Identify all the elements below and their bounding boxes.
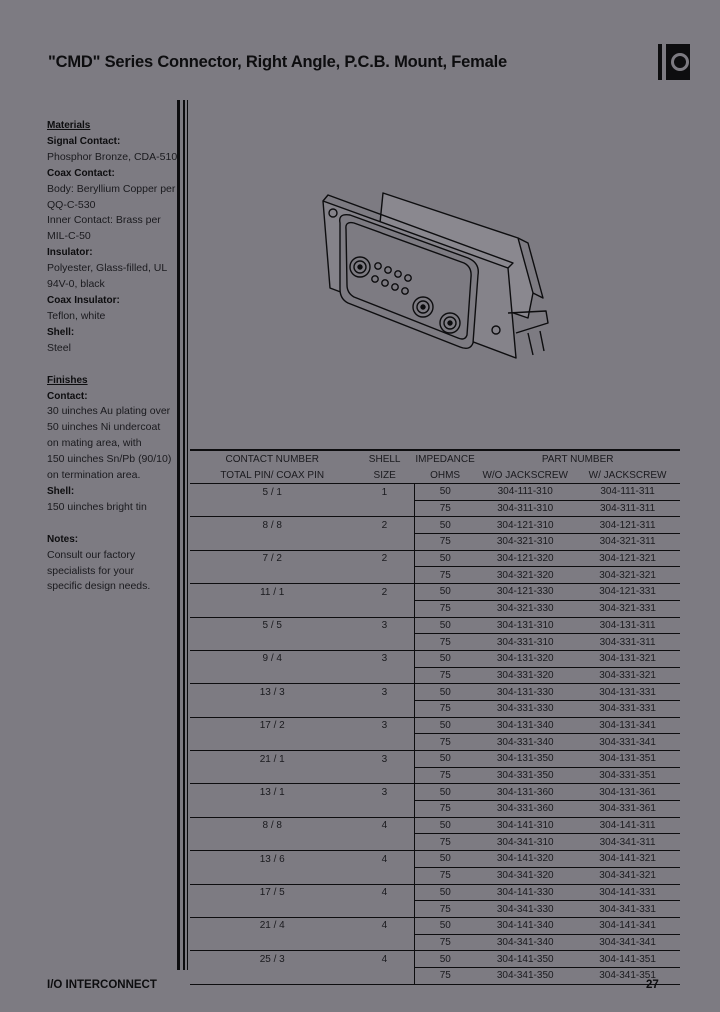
shell-size-cell: 4 (381, 820, 388, 832)
part-number-wo-cell: 304-121-310 (496, 519, 554, 531)
part-number-w-cell: 304-331-331 (575, 700, 680, 717)
shell-size-cell (354, 834, 414, 851)
part-number-wo-cell: 304-321-320 (475, 567, 575, 584)
part-number-w-cell: 304-141-341 (599, 920, 656, 932)
insulator-label: Insulator: (47, 247, 93, 259)
part-number-w-cell: 304-111-311 (600, 486, 655, 498)
contact-number-cell: 7 / 2 (262, 553, 282, 565)
shell-size-cell (354, 801, 414, 818)
coax-contact-label: Coax Contact: (47, 167, 115, 179)
impedance-cell: 75 (415, 734, 475, 751)
shell-size-cell (354, 534, 414, 551)
impedance-cell: 50 (415, 650, 475, 667)
footer-section: I/O INTERCONNECT (47, 979, 157, 991)
impedance-cell: 75 (415, 500, 475, 517)
page-title: "CMD" Series Connector, Right Angle, P.C.B. Mount, Female (48, 53, 507, 71)
contact-number-cell (190, 700, 354, 717)
coax-contact-text: MIL-C-50 (47, 230, 91, 243)
impedance-cell: 50 (415, 584, 475, 601)
part-number-wo-cell: 304-141-310 (496, 820, 554, 832)
table-row (190, 584, 680, 601)
shell-size-cell (354, 567, 414, 584)
w-jackscrew-header: W/ JACKSCREW (575, 467, 680, 484)
impedance-header: IMPEDANCE (415, 450, 475, 467)
part-number-w-cell: 304-331-351 (575, 767, 680, 784)
impedance-cell: 50 (415, 817, 475, 834)
impedance-cell: 75 (415, 634, 475, 651)
part-number-wo-cell: 304-131-320 (496, 653, 554, 665)
shell-size-cell: 2 (381, 553, 388, 565)
notes-text: specific design needs. (47, 580, 151, 593)
contact-number-cell: 21 / 1 (259, 753, 285, 765)
shell-size-cell: 4 (381, 887, 388, 899)
contact-number-cell: 11 / 1 (260, 586, 285, 598)
total-pin-header: TOTAL PIN/ COAX PIN (190, 467, 354, 484)
company-logo-icon (656, 42, 696, 82)
part-number-wo-cell: 304-141-330 (496, 886, 554, 898)
part-number-w-cell: 304-141-331 (599, 886, 656, 898)
contact-number-cell (190, 567, 354, 584)
table-row (190, 567, 680, 584)
shell-size-cell: 4 (381, 920, 388, 932)
contact-number-cell (190, 901, 354, 918)
contact-number-cell: 17 / 2 (259, 720, 285, 732)
part-number-w-cell: 304-321-321 (575, 567, 680, 584)
table-row (190, 934, 680, 951)
table-row (190, 517, 680, 534)
table-row (190, 600, 680, 617)
shell-size-cell (354, 634, 414, 651)
part-number-header: PART NUMBER (475, 450, 680, 467)
impedance-cell: 75 (415, 834, 475, 851)
part-number-w-cell: 304-131-351 (599, 753, 656, 765)
impedance-cell: 75 (415, 700, 475, 717)
part-number-wo-cell: 304-131-340 (496, 719, 554, 731)
contact-number-cell (190, 634, 354, 651)
shell-size-cell (354, 867, 414, 884)
contact-number-cell: 9 / 4 (262, 653, 282, 665)
part-number-wo-cell: 304-131-350 (496, 753, 554, 765)
signal-contact-label: Signal Contact: (47, 135, 121, 147)
impedance-cell: 75 (415, 967, 475, 984)
part-number-w-cell: 304-321-311 (575, 534, 680, 551)
signal-contact-text: Phosphor Bronze, CDA-510 (47, 150, 178, 163)
part-number-w-cell: 304-131-321 (599, 653, 656, 665)
finish-contact-label: Contact: (47, 390, 88, 402)
part-number-wo-cell: 304-331-340 (475, 734, 575, 751)
impedance-cell: 75 (415, 801, 475, 818)
part-number-wo-cell: 304-321-330 (475, 600, 575, 617)
page-number: 27 (646, 979, 659, 991)
finish-contact-text: on mating area, with (47, 437, 142, 450)
part-number-w-cell: 304-131-361 (599, 786, 656, 798)
shell-size-cell (354, 767, 414, 784)
finishes-heading: Finishes (47, 374, 88, 386)
table-row (190, 884, 680, 901)
impedance-cell: 75 (415, 600, 475, 617)
part-number-wo-cell: 304-341-310 (475, 834, 575, 851)
contact-number-cell: 5 / 1 (262, 486, 282, 498)
table-row (190, 500, 680, 517)
table-row (190, 817, 680, 834)
part-number-w-cell: 304-321-331 (575, 600, 680, 617)
shell-size-cell (354, 700, 414, 717)
shell-size-cell: 4 (381, 953, 388, 965)
coax-insulator-text: Teflon, white (47, 309, 106, 322)
contact-number-cell: 5 / 5 (262, 620, 282, 632)
shell-label: Shell: (47, 326, 75, 338)
ohms-header: OHMS (415, 467, 475, 484)
finish-contact-text: 50 uinches Ni undercoat (47, 421, 161, 434)
part-number-w-cell: 304-341-311 (575, 834, 680, 851)
contact-number-cell: 13 / 3 (259, 686, 285, 698)
shell-size-cell: 2 (381, 586, 388, 598)
part-number-wo-cell: 304-111-310 (497, 486, 553, 498)
impedance-cell: 50 (415, 550, 475, 567)
shell-size-cell: 3 (381, 686, 388, 698)
coax-contact-text: QQ-C-530 (47, 198, 96, 211)
finish-shell-label: Shell: (47, 485, 75, 497)
part-number-wo-cell: 304-131-360 (496, 786, 554, 798)
contact-number-cell (190, 734, 354, 751)
impedance-cell: 75 (415, 567, 475, 584)
part-number-wo-cell: 304-131-310 (496, 619, 554, 631)
impedance-cell: 50 (415, 517, 475, 534)
impedance-cell: 50 (415, 951, 475, 968)
finish-contact-text: on termination area. (47, 469, 141, 482)
coax-contact-text: Body: Beryllium Copper per (47, 182, 176, 195)
shell-header: SHELL (354, 450, 414, 467)
materials-heading: Materials (47, 120, 91, 131)
part-number-wo-cell: 304-331-350 (475, 767, 575, 784)
impedance-cell: 50 (415, 617, 475, 634)
shell-size-header: SIZE (354, 467, 414, 484)
impedance-cell: 50 (415, 917, 475, 934)
coax-insulator-label: Coax Insulator: (47, 294, 120, 306)
shell-size-cell (354, 600, 414, 617)
part-number-wo-cell: 304-341-330 (475, 901, 575, 918)
specifications-column (47, 118, 182, 595)
shell-size-cell (354, 901, 414, 918)
contact-number-cell (190, 534, 354, 551)
part-number-wo-cell: 304-331-330 (475, 700, 575, 717)
shell-size-cell: 3 (381, 620, 388, 632)
impedance-cell: 50 (415, 717, 475, 734)
finish-shell-text: 150 uinches bright tin (47, 500, 147, 513)
notes-text: Consult our factory (47, 548, 136, 561)
part-number-wo-cell: 304-141-350 (496, 953, 554, 965)
contact-number-cell (190, 967, 354, 984)
finish-contact-text: 150 uinches Sn/Pb (90/10) (47, 453, 172, 466)
contact-number-cell: 25 / 3 (259, 953, 285, 965)
impedance-cell: 50 (415, 751, 475, 768)
table-row (190, 650, 680, 667)
impedance-cell: 75 (415, 767, 475, 784)
table-row (190, 967, 680, 984)
contact-number-cell (190, 500, 354, 517)
table-row (190, 684, 680, 701)
shell-size-cell: 1 (381, 486, 388, 498)
contact-number-cell (190, 867, 354, 884)
contact-number-cell (190, 801, 354, 818)
table-row (190, 767, 680, 784)
part-number-wo-cell: 304-311-310 (475, 500, 575, 517)
contact-number-cell: 13 / 6 (259, 853, 285, 865)
part-number-w-cell: 304-331-311 (575, 634, 680, 651)
shell-size-cell (354, 500, 414, 517)
table-row (190, 667, 680, 684)
table-row (190, 867, 680, 884)
part-number-w-cell: 304-131-341 (599, 719, 656, 731)
finish-contact-text: 30 uinches Au plating over (47, 405, 171, 418)
table-row (190, 917, 680, 934)
shell-text: Steel (47, 341, 71, 354)
part-number-wo-cell: 304-141-340 (496, 920, 554, 932)
coax-contact-text: Inner Contact: Brass per (47, 214, 161, 227)
impedance-cell: 75 (415, 667, 475, 684)
shell-size-cell: 3 (381, 753, 388, 765)
shell-size-cell (354, 934, 414, 951)
contact-number-cell (190, 667, 354, 684)
wo-jackscrew-header: W/O JACKSCREW (475, 467, 575, 484)
part-number-wo-cell: 304-331-320 (475, 667, 575, 684)
shell-size-cell (354, 967, 414, 984)
table-row (190, 550, 680, 567)
part-number-w-cell: 304-141-321 (599, 853, 656, 865)
contact-number-cell (190, 834, 354, 851)
part-number-wo-cell: 304-121-330 (496, 586, 554, 598)
part-number-w-cell: 304-121-311 (599, 519, 656, 531)
notes-text: specialists for your (47, 564, 134, 577)
insulator-text: 94V-0, black (47, 278, 105, 291)
contact-number-cell (190, 934, 354, 951)
table-row (190, 784, 680, 801)
part-number-wo-cell: 304-331-310 (475, 634, 575, 651)
part-number-w-cell: 304-331-341 (575, 734, 680, 751)
part-number-w-cell: 304-331-321 (575, 667, 680, 684)
impedance-cell: 50 (415, 684, 475, 701)
table-row (190, 751, 680, 768)
impedance-cell: 50 (415, 851, 475, 868)
shell-size-cell: 4 (381, 853, 388, 865)
table-row (190, 617, 680, 634)
impedance-cell: 75 (415, 867, 475, 884)
shell-size-cell: 3 (381, 786, 388, 798)
impedance-cell: 50 (415, 884, 475, 901)
impedance-cell: 50 (415, 484, 475, 501)
table-row (190, 634, 680, 651)
shell-size-cell (354, 667, 414, 684)
table-row (190, 717, 680, 734)
part-number-wo-cell: 304-321-310 (475, 534, 575, 551)
table-row (190, 534, 680, 551)
part-number-w-cell: 304-141-311 (599, 820, 656, 832)
contact-number-header: CONTACT NUMBER (190, 450, 354, 467)
table-row (190, 834, 680, 851)
shell-size-cell: 2 (381, 519, 388, 531)
part-number-w-cell: 304-311-311 (575, 500, 680, 517)
part-number-w-cell: 304-121-331 (599, 586, 656, 598)
part-number-w-cell: 304-131-331 (599, 686, 656, 698)
part-number-wo-cell: 304-331-360 (475, 801, 575, 818)
part-number-w-cell: 304-121-321 (599, 553, 656, 565)
part-number-w-cell: 304-131-311 (599, 619, 656, 631)
divider-rule (187, 100, 188, 970)
contact-number-cell: 13 / 1 (259, 786, 285, 798)
part-number-wo-cell: 304-341-320 (475, 867, 575, 884)
table-row (190, 801, 680, 818)
contact-number-cell: 17 / 5 (259, 887, 285, 899)
impedance-cell: 75 (415, 901, 475, 918)
connector-drawing (318, 183, 568, 373)
divider-rule (183, 100, 185, 970)
impedance-cell: 50 (415, 784, 475, 801)
table-row (190, 851, 680, 868)
part-number-w-cell: 304-341-331 (575, 901, 680, 918)
contact-number-cell (190, 767, 354, 784)
part-number-wo-cell: 304-341-340 (475, 934, 575, 951)
impedance-cell: 75 (415, 534, 475, 551)
part-number-w-cell: 304-141-351 (599, 953, 656, 965)
shell-size-cell (354, 734, 414, 751)
part-number-w-cell: 304-341-321 (575, 867, 680, 884)
table-row (190, 484, 680, 501)
notes-heading: Notes: (47, 533, 79, 545)
shell-size-cell: 3 (381, 653, 388, 665)
part-number-wo-cell: 304-131-330 (496, 686, 554, 698)
contact-number-cell: 8 / 8 (262, 820, 282, 832)
table-row (190, 901, 680, 918)
part-number-wo-cell: 304-141-320 (496, 853, 554, 865)
contact-number-cell (190, 600, 354, 617)
contact-number-cell: 8 / 8 (262, 519, 282, 531)
shell-size-cell: 3 (381, 720, 388, 732)
contact-number-cell: 21 / 4 (259, 920, 285, 932)
part-number-wo-cell: 304-341-350 (475, 967, 575, 984)
part-number-wo-cell: 304-121-320 (496, 553, 554, 565)
part-number-w-cell: 304-331-361 (575, 801, 680, 818)
part-number-w-cell: 304-341-351 (575, 967, 680, 984)
table-row (190, 951, 680, 968)
part-number-table (190, 449, 680, 985)
part-number-w-cell: 304-341-341 (575, 934, 680, 951)
impedance-cell: 75 (415, 934, 475, 951)
table-row (190, 734, 680, 751)
insulator-text: Polyester, Glass-filled, UL (47, 262, 168, 275)
table-row (190, 700, 680, 717)
